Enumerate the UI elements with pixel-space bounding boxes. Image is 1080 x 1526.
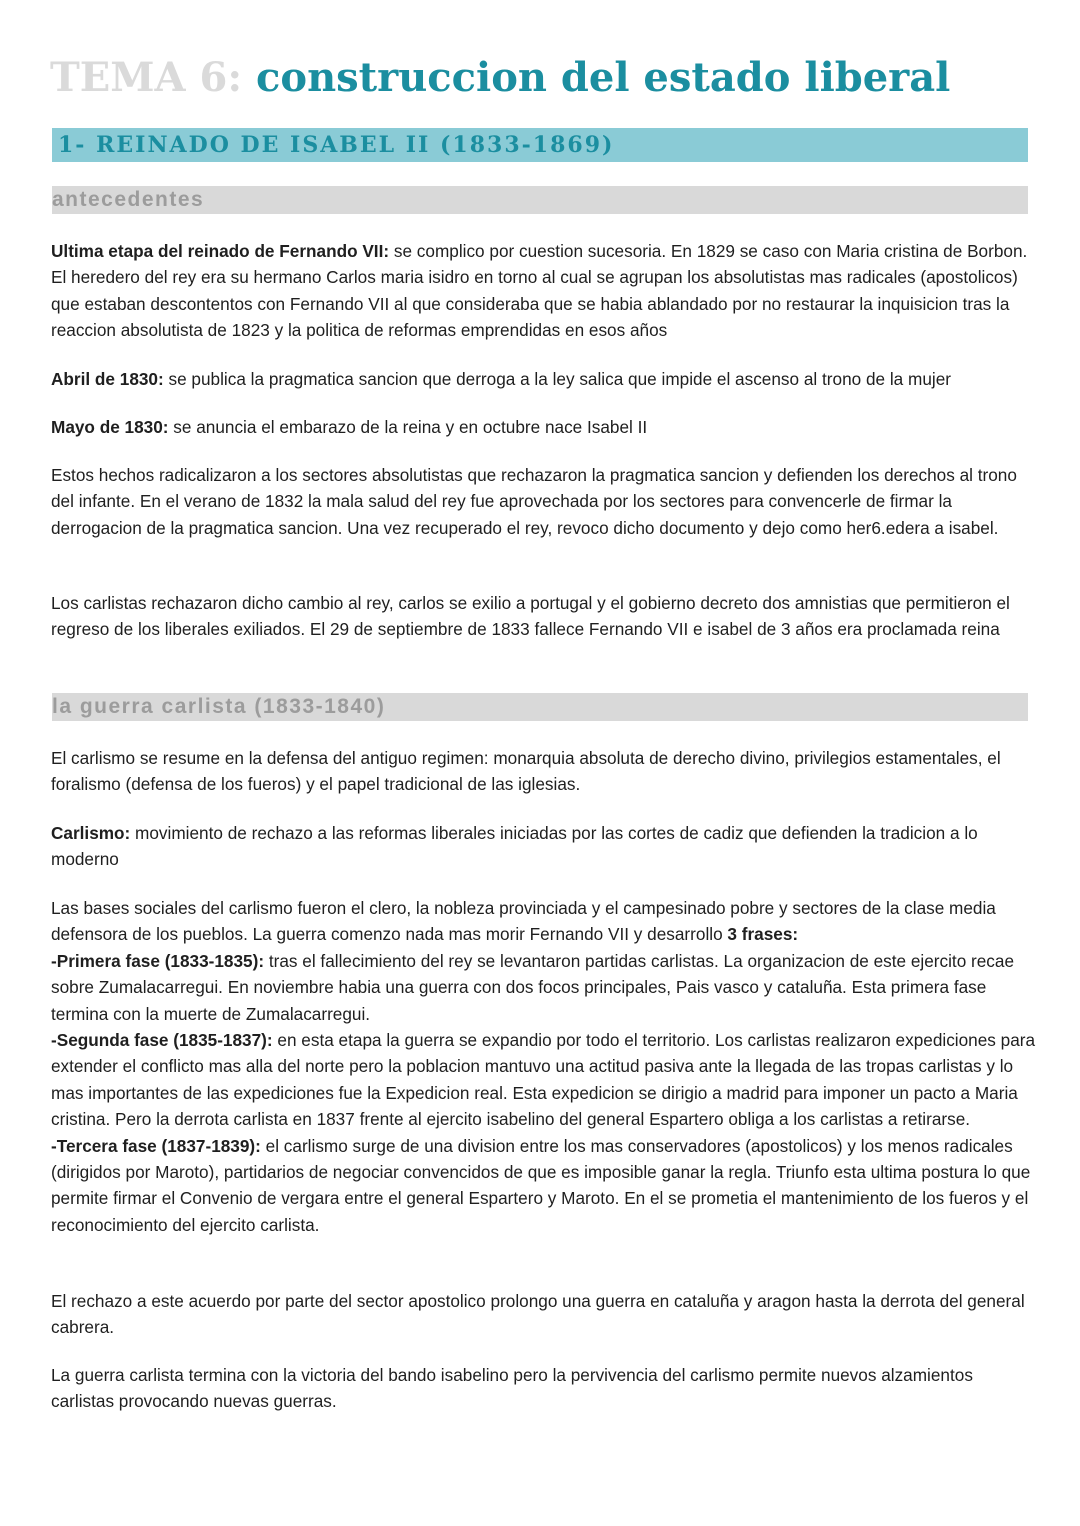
paragraph-radicalizacion: Estos hechos radicalizaron a los sectores absolutistas que rechazaron la pragmatica sancion y defienden los derechos al trono del infante. En el verano de 1832 la mala salud del rey fue aprovechada por los sectores para convencerle de firmar la derrogacion de la pragmatica sancion. Una vez recuperado el rey, revoco dicho documento y dejo como her6.edera a isabel. [51, 465, 1017, 538]
paragraph-carlismo-definicion [51, 820, 1036, 873]
phase-3-lead: -Tercera fase (1837-1839): [51, 1135, 261, 1156]
paragraph-text: se anuncia el embarazo de la reina y en octubre nace Isabel II [168, 417, 648, 437]
phase-2-lead: -Segunda fase (1835-1837): [51, 1030, 273, 1051]
paragraph-carlismo-resumen: El carlismo se resume en la defensa del antiguo regimen: monarquia absoluta de derecho divino, privilegios estamentales, el foralismo (defensa de los fueros) y el papel tradicional de las iglesias. [51, 748, 1001, 795]
paragraph-lead: Carlismo: [51, 823, 131, 843]
phase-2-text: en esta etapa la guerra se expandio por todo el territorio. Los carlistas realizaron expediciones para extender el conflicto mas alla del norte pero la poblacion mantuvo una actitud pasiva ante la llegada de las tropas carlistas y lo mas importantes de las expediciones fue la Expedicion real. Esta expedicion se dirigio a madrid para imponer un pacto a Maria cristina. Pero la derrota carlista en 1837 frente al ejercito isabelino del general Espartero obliga a los carlistas a retirarse. [51, 1030, 1036, 1130]
paragraph-lead: Ultima etapa del reinado de Fernando VII: [51, 241, 390, 261]
page-title [50, 50, 950, 106]
paragraph-bold: 3 frases: [727, 924, 799, 945]
subheading-bar-antecedentes [52, 186, 1028, 214]
paragraph-rechazo-acuerdo: El rechazo a este acuerdo por parte del sector apostolico prolongo una guerra en cataluña y aragon hasta la derrota del general cabrera. [51, 1291, 1025, 1338]
phase-1-lead: -Primera fase (1833-1835): [51, 950, 265, 971]
section-heading-bar [52, 128, 1028, 162]
paragraph-lead: Abril de 1830: [51, 369, 164, 389]
title-prefix: TEMA 6: [50, 54, 243, 101]
subheading-guerra-carlista: la guerra carlista (1833-1840) [52, 695, 386, 718]
paragraph-text: se complico por cuestion sucesoria. En 1829 se caso con Maria cristina de Borbon. El heredero del rey era su hermano Carlos maria isidro en torno al cual se agrupan los absolutistas mas radicales (apostolicos) que estaban descontentos con Fernando VII al que consideraba que se habia ablandado por no restaurar la inquisicion tras la reaccion absolutista de 1823 y la politica de reformas emprendidas en esos años [51, 241, 1028, 341]
paragraph-fases-guerra [51, 895, 1036, 1238]
paragraph-exilio-carlos: Los carlistas rechazaron dicho cambio al rey, carlos se exilio a portugal y el gobierno decreto dos amnistias que permitieron el regreso de los liberales exiliados. El 29 de septiembre de 1833 fallece Fernando VII e isabel de 3 años era proclamada reina [51, 593, 1010, 640]
paragraph-text: movimiento de rechazo a las reformas liberales iniciadas por las cortes de cadiz que defienden la tradicion a lo moderno [51, 823, 978, 870]
section-heading: 1- REINADO DE ISABEL II (1833-1869) [58, 132, 615, 158]
phase-1-text: tras el fallecimiento del rey se levantaron partidas carlistas. La organizacion de este ejercito recae sobre Zumalacarregui. En noviembre habia una guerra con dos focos principales, Pais vasco y cataluña. Esta primera fase termina con la muerte de Zumalacarregui. [51, 950, 1015, 1024]
subheading-bar-guerra-carlista [52, 693, 1028, 721]
paragraph-text: se publica la pragmatica sancion que derroga a la ley salica que impide el ascenso al trono de la mujer [163, 369, 951, 389]
subheading-antecedentes: antecedentes [52, 188, 205, 211]
paragraph-mayo-1830 [51, 414, 1036, 440]
phase-3-text: el carlismo surge de una division entre los mas conservadores (apostolicos) y los menos radicales (dirigidos por Maroto), partidarios de negociar convencidos de que es imposible ganar la regla. Triunfo esta ultima postura lo que permite firmar el Convenio de vergara entre el general Espartero y Maroto. En el se prometia el mantenimiento de los fueros y el reconocimiento del ejercito carlista. [51, 1135, 1031, 1235]
paragraph-fin-guerra: La guerra carlista termina con la victoria del bando isabelino pero la pervivencia del carlismo permite nuevos alzamientos carlistas provocando nuevas guerras. [51, 1365, 973, 1412]
paragraph-abril-1830 [51, 366, 1036, 392]
paragraph-lead: Mayo de 1830: [51, 417, 169, 437]
paragraph-text: Las bases sociales del carlismo fueron el clero, la nobleza provinciada y el campesinado pobre y sectores de la clase media defensora de los pueblos. La guerra comenzo nada mas morir Fernando VII y desarrollo [51, 898, 996, 945]
title-main: construccion del estado liberal [256, 54, 951, 101]
paragraph-ultima-etapa [51, 238, 1036, 344]
